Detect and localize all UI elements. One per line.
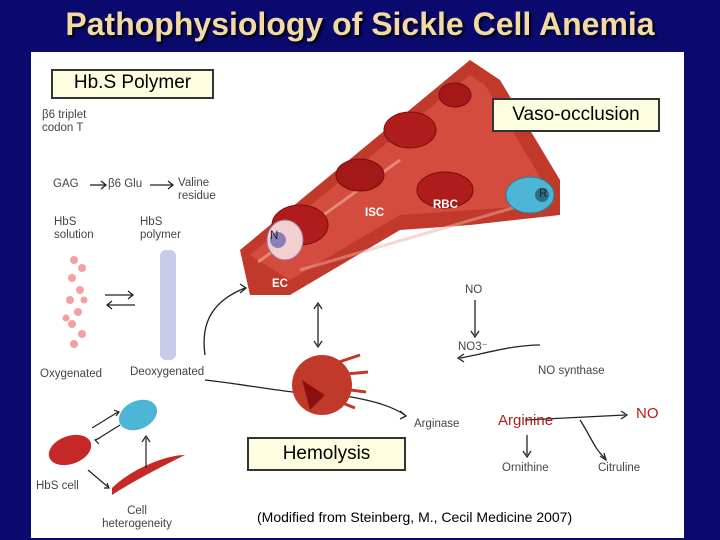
hbs-polymer-label: HbS polymer <box>140 216 181 241</box>
ornithine-label: Ornithine <box>502 462 549 474</box>
n-label: N <box>270 230 279 242</box>
hbs-solution-label: HbS solution <box>54 216 94 241</box>
vaso-occlusion-box: Vaso-occlusion <box>492 98 660 132</box>
no-red-label: NO <box>636 405 659 422</box>
ec-label: EC <box>272 278 288 290</box>
hbs-polymer-box: Hb.S Polymer <box>51 69 214 99</box>
gag-label: GAG <box>53 178 79 190</box>
citruline-label: Citruline <box>598 462 641 474</box>
codon-label: β6 triplet codon T <box>42 109 87 134</box>
citation: (Modified from Steinberg, M., Cecil Medicine 2007) <box>257 509 573 525</box>
deoxygenated-label: Deoxygenated <box>130 366 205 378</box>
isc-label: ISC <box>365 207 385 219</box>
no-label: NO <box>465 284 483 296</box>
no-synthase-label: NO synthase <box>538 365 605 377</box>
rbc-label: RBC <box>433 199 458 211</box>
hbs-cell-label: HbS cell <box>36 480 79 492</box>
valine-label: Valine residue <box>178 177 216 202</box>
hemolysis-box: Hemolysis <box>247 437 406 471</box>
r-label: R <box>539 188 548 200</box>
page-title: Pathophysiology of Sickle Cell Anemia <box>65 6 655 42</box>
cell-heterogeneity-label: Cell heterogeneity <box>102 505 172 530</box>
arginase-label: Arginase <box>414 418 460 430</box>
arginine-label: Arginine <box>498 412 554 429</box>
hemolyzing-cell <box>292 355 368 415</box>
hbs-solution-molecules <box>63 256 88 348</box>
no3-label: NO3⁻ <box>458 341 488 353</box>
hbs-polymer-chain <box>160 250 176 360</box>
glu-label: β6 Glu <box>108 178 143 190</box>
oxygenated-label: Oxygenated <box>40 368 103 380</box>
